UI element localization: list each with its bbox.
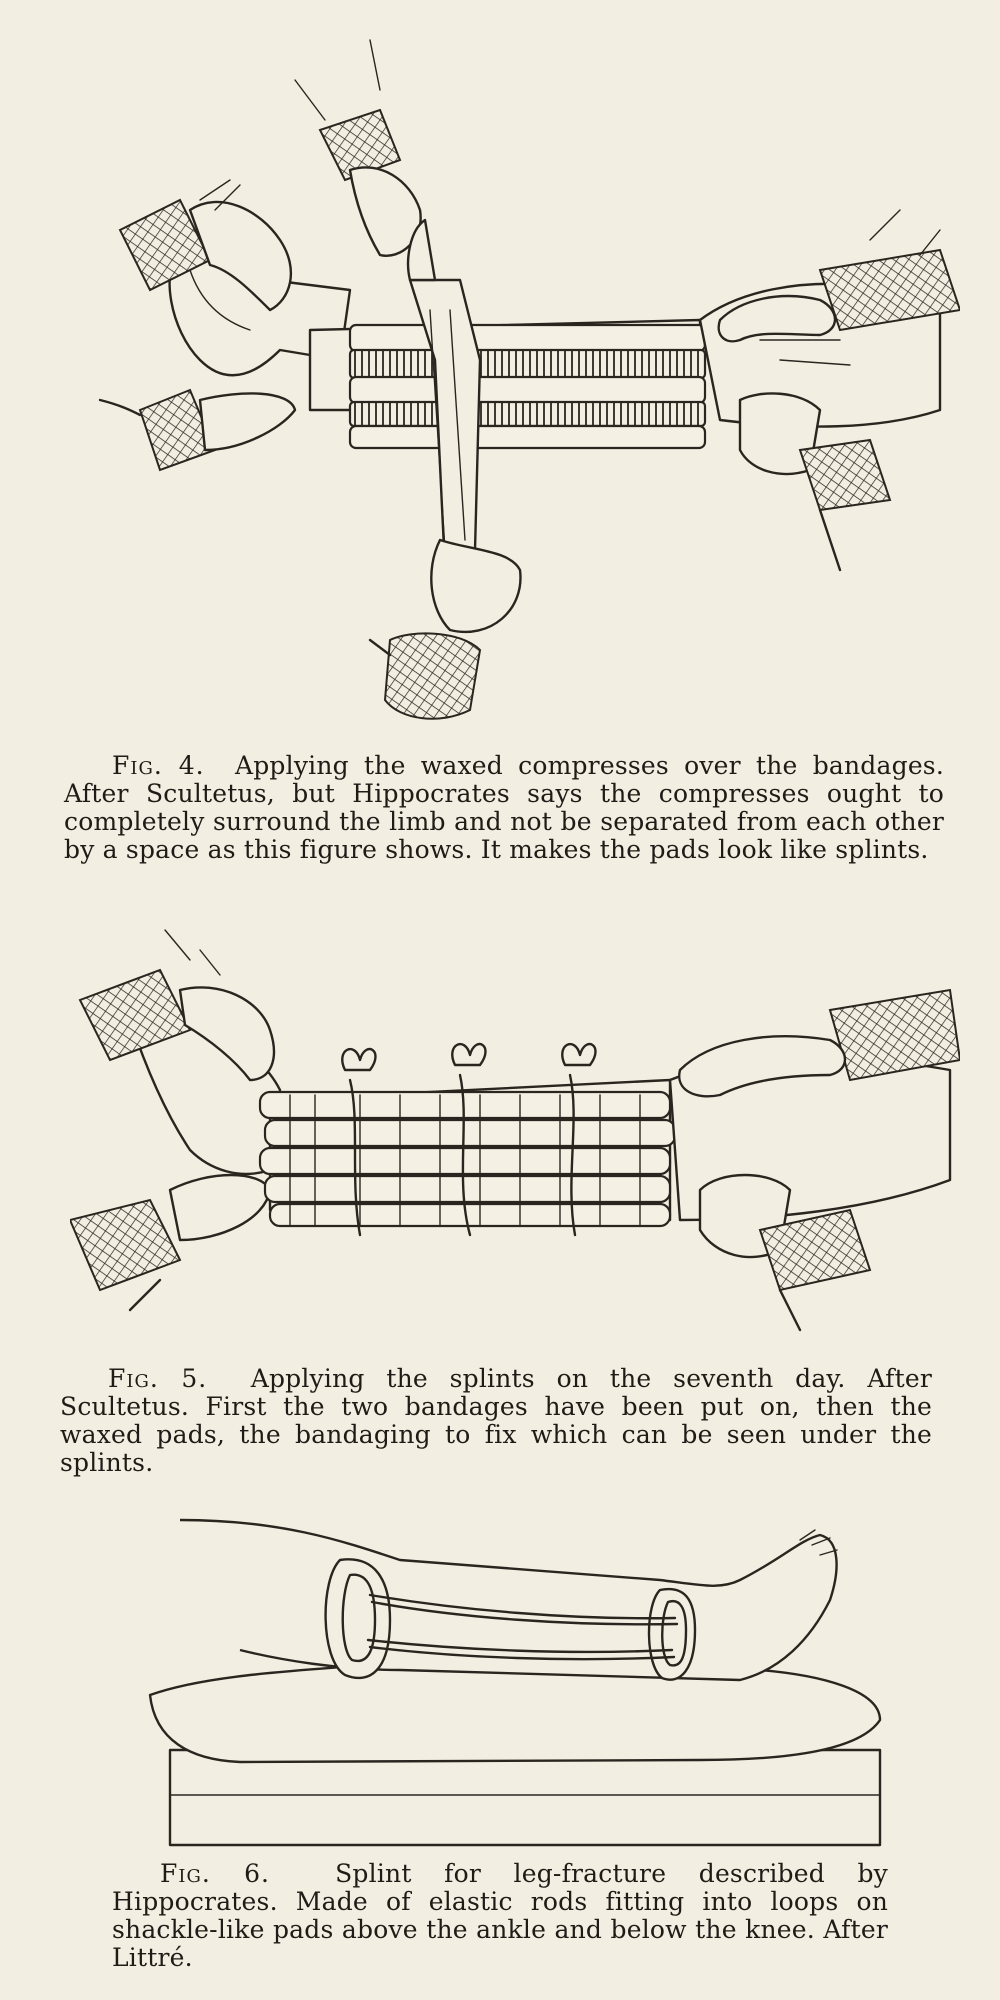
- figure-4-caption: [64, 752, 944, 864]
- figure-5-label: Fig. 5.: [108, 1364, 208, 1393]
- figure-6-text: Splint for leg-fracture described by Hippocrates. Made of elastic rods fitting into loops on shackle-like pads above the ankle and below the knee. After Littré.: [112, 1859, 888, 1972]
- figure-6-caption: [112, 1860, 888, 1972]
- figure-6-illustration: [140, 1500, 900, 1860]
- figure-4-label: Fig. 4.: [112, 751, 205, 780]
- figure-5-text: Applying the splints on the seventh day. After Scultetus. First the two bandages have been put on, then the waxed pads, the bandaging to fix which can be seen under the splints.: [60, 1364, 932, 1477]
- figure-4-illustration: [80, 30, 960, 730]
- figure-4-text: Applying the waxed compresses over the bandages. After Scultetus, but Hippocrates says the compresses ought to completely surround the limb and not be separated from each other by a space as this figure shows. It makes the pads look like splints.: [64, 751, 944, 864]
- figure-6-label: Fig. 6.: [160, 1859, 270, 1888]
- figure-5-illustration: [70, 920, 960, 1360]
- figure-5-caption: [60, 1365, 932, 1477]
